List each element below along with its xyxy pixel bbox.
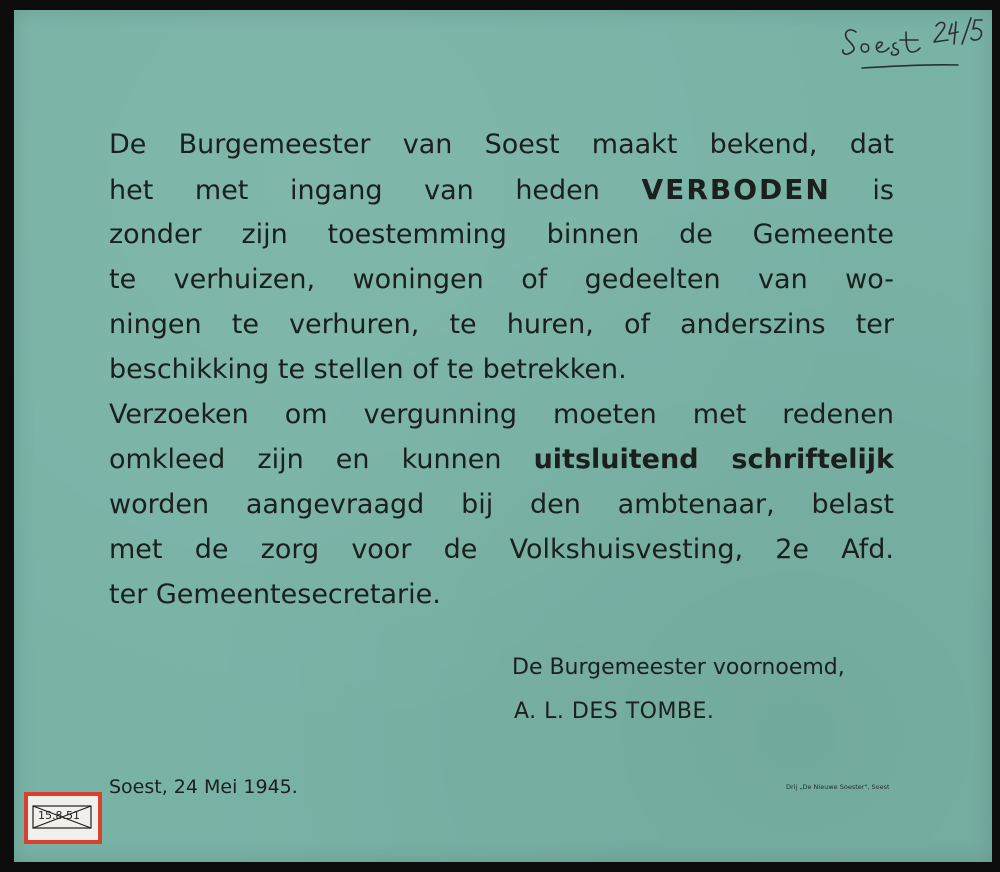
notice-line: met de zorg voor de Volkshuisvesting, 2e Afd. bbox=[109, 534, 894, 565]
notice-line: worden aangevraagd bij den ambtenaar, belast bbox=[109, 489, 894, 520]
cross-out-mark-icon bbox=[28, 796, 98, 840]
notice-line: te verhuizen, woningen of gedeelten van wo- bbox=[109, 264, 894, 295]
notice-line: Verzoeken om vergunning moeten met redenen bbox=[109, 399, 894, 430]
place-date: Soest, 24 Mei 1945. bbox=[109, 776, 298, 798]
signature-block bbox=[512, 655, 898, 743]
notice-body bbox=[109, 122, 894, 617]
signature-title: De Burgemeester voornoemd, bbox=[512, 655, 845, 680]
handwritten-annotation bbox=[834, 10, 984, 80]
date-stamp bbox=[24, 792, 102, 844]
notice-text: is bbox=[872, 175, 894, 206]
notice-line bbox=[109, 437, 894, 482]
stamp-date: 15.8.51 bbox=[38, 809, 80, 822]
notice-sheet bbox=[14, 10, 992, 862]
notice-line: ningen te verhuren, te huren, of anderszins ter bbox=[109, 309, 894, 340]
verboden-emphasis: VERBODEN bbox=[641, 173, 831, 206]
signature-name: A. L. DES TOMBE. bbox=[514, 699, 715, 724]
notice-line: beschikking te stellen of te betrekken. bbox=[109, 354, 627, 385]
notice-line bbox=[109, 167, 894, 212]
notice-text: het met ingang van heden bbox=[109, 175, 600, 206]
uitsluitend-schriftelijk-emphasis: uitsluitend schriftelijk bbox=[533, 444, 894, 475]
notice-line: zonder zijn toestemming binnen de Gemeente bbox=[109, 219, 894, 250]
printer-imprint: Drij „De Nieuwe Soester", Soest bbox=[786, 783, 890, 791]
notice-line: ter Gemeentesecretarie. bbox=[109, 579, 441, 610]
notice-line: De Burgemeester van Soest maakt bekend, dat bbox=[109, 129, 894, 160]
handwritten-soest-signature bbox=[834, 10, 984, 80]
notice-text: omkleed zijn en kunnen bbox=[109, 444, 502, 475]
